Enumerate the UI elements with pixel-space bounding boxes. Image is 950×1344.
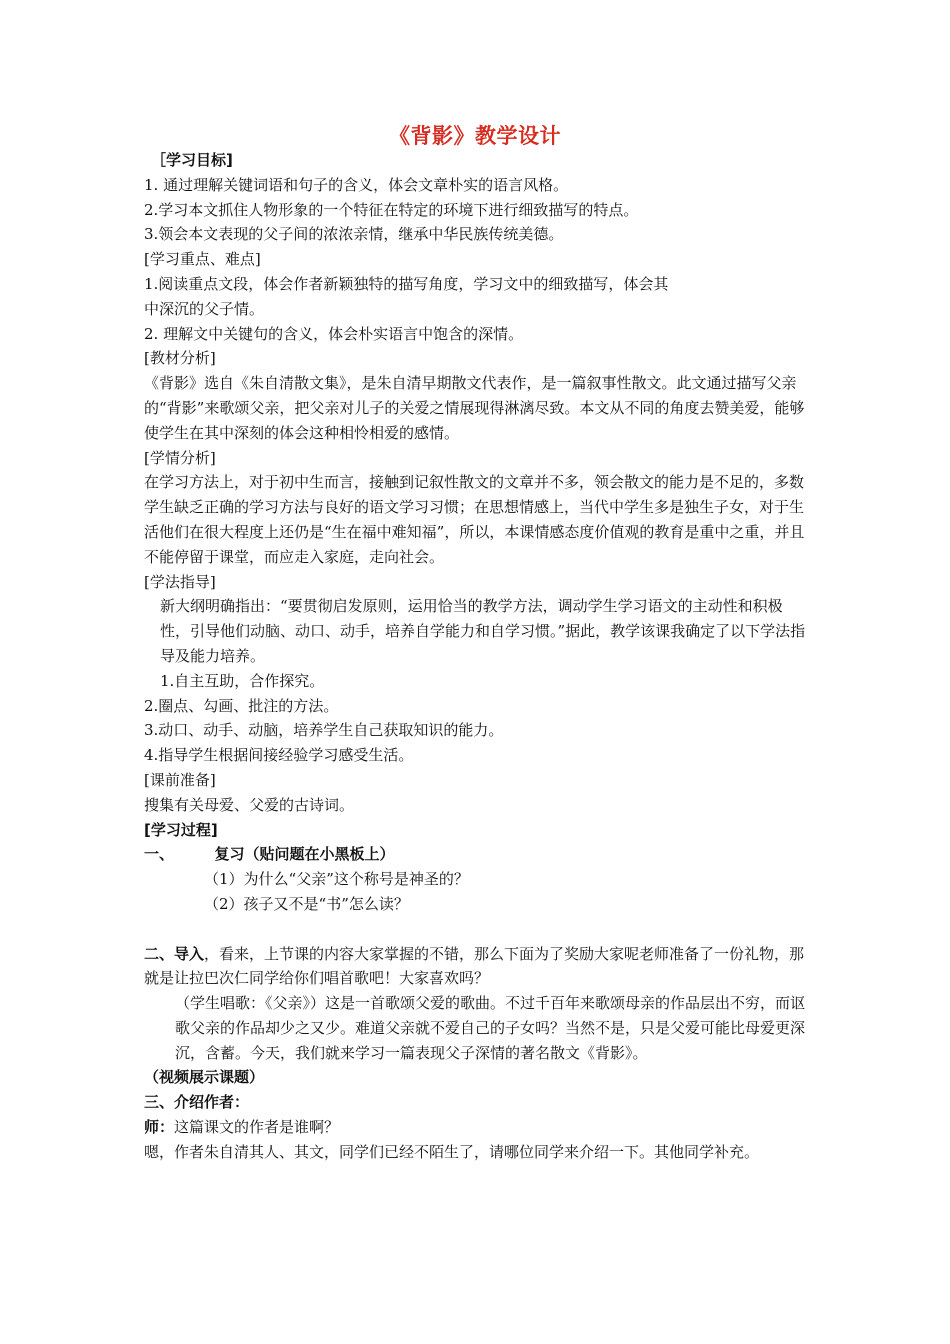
goals-heading: ［学习目标] bbox=[151, 151, 233, 169]
goal-item-3: 3.领会本文表现的父子间的浓浓亲情，继承中华民族传统美德。 bbox=[144, 225, 564, 244]
document-title: 《背影》教学设计 bbox=[389, 124, 561, 148]
method-item-4: 4.指导学生根据间接经验学习感受生活。 bbox=[144, 746, 414, 765]
material-paragraph: 《背影》选自《朱自清散文集》，是朱自清早期散文代表作，是一篇叙事性散文。此文通过描写父亲的“背影”来歌颂父亲，把父亲对儿子的关爱之情展现得淋漓尽致。本文从不同的角度去赞美爱，能够使学生在其中深刻的体会这种相怜相爱的感情。 bbox=[144, 374, 805, 442]
method-item-3: 3.动口、动手、动脑，培养学生自己获取知识的能力。 bbox=[144, 721, 504, 740]
methods-heading: [学法指导] bbox=[144, 572, 216, 591]
review-question-2: （2）孩子又不是“书”怎么读？ bbox=[204, 894, 409, 913]
review-question-1: （1）为什么“父亲”这个称号是神圣的？ bbox=[204, 870, 469, 889]
learners-heading: [学情分析] bbox=[144, 448, 216, 467]
teacher-question bbox=[144, 1115, 812, 1140]
key-point-1-line-1: 1.阅读重点文段，体会作者新颖独特的描写角度，学习文中的细致描写，体会其 bbox=[144, 274, 669, 293]
intro-text: ，看来，上节课的内容大家掌握的不错，那么下面为了奖励大家呢老师准备了一份礼物，那就是让拉巴次仁同学给你们唱首歌吧！大家喜欢吗？ bbox=[144, 944, 805, 988]
intro-label: 二、导入 bbox=[144, 944, 205, 963]
author-heading: 三、介绍作者： bbox=[144, 1093, 250, 1112]
method-item-2: 2.圈点、勾画、批注的方法。 bbox=[144, 696, 339, 715]
prep-text: 搜集有关母爱、父爱的古诗词。 bbox=[144, 795, 355, 814]
teacher-label: 师： bbox=[144, 1118, 175, 1137]
material-heading: [教材分析] bbox=[144, 349, 216, 368]
intro-paragraph bbox=[144, 942, 812, 992]
goal-item-1: 1. 通过理解关键词语和句子的含义，体会文章朴实的语言风格。 bbox=[144, 175, 569, 194]
methods-paragraph: 新大纲明确指出：“要贯彻启发原则，运用恰当的教学方法，调动学生学习语文的主动性和积极性，引导他们动脑、动口、动手，培养自学能力和自学习惯。”据此，教学该课我确定了以下学法指导及能力培养。 bbox=[160, 597, 806, 665]
spacer bbox=[144, 917, 812, 942]
key-points-heading: [学习重点、难点] bbox=[144, 250, 261, 269]
key-point-1-line-2: 中深沉的父子情。 bbox=[144, 299, 265, 318]
key-point-2: 2. 理解文中关键句的含义，体会朴实语言中饱含的深情。 bbox=[144, 324, 524, 343]
intro-paragraph-2: （学生唱歌：《父亲》）这是一首歌颂父爱的歌曲。不过千百年来歌颂母亲的作品层出不穷，而讴歌父亲的作品却少之又少。难道父亲就不爱自己的子女吗？当然不是，只是父爱可能比母爱更深沉，含蓄。今天，我们就来学习一篇表现父子深情的著名散文《背影》。 bbox=[175, 994, 806, 1062]
learners-paragraph: 在学习方法上，对于初中生而言，接触到记叙性散文的文章并不多，领会散文的能力是不足的，多数学生缺乏正确的学习方法与良好的语文学习习惯；在思想情感上，当代中学生多是独生子女，对于生活他们在很大程度上还仍是“生在福中难知福”，所以，本课情感态度价值观的教育是重中之重，并且不能停留于课堂，而应走入家庭，走向社会。 bbox=[144, 473, 805, 566]
teacher-question-text: 这篇课文的作者是谁啊？ bbox=[174, 1118, 340, 1137]
method-item-1: 1.自主互助，合作探究。 bbox=[160, 671, 325, 690]
video-note: （视频展示课题） bbox=[144, 1068, 265, 1087]
review-title: 复习（贴问题在小黑板上） bbox=[214, 845, 395, 864]
author-paragraph: 嗯，作者朱自清其人、其文，同学们已经不陌生了，请哪位同学来介绍一下。其他同学补充。 bbox=[144, 1142, 760, 1161]
review-heading bbox=[144, 842, 812, 867]
prep-heading: [课前准备] bbox=[144, 770, 216, 789]
goal-item-2: 2.学习本文抓住人物形象的一个特征在特定的环境下进行细致描写的特点。 bbox=[144, 200, 639, 219]
document-body bbox=[144, 148, 812, 1165]
review-number: 一、 bbox=[144, 845, 175, 864]
process-heading: [学习过程] bbox=[144, 820, 218, 839]
